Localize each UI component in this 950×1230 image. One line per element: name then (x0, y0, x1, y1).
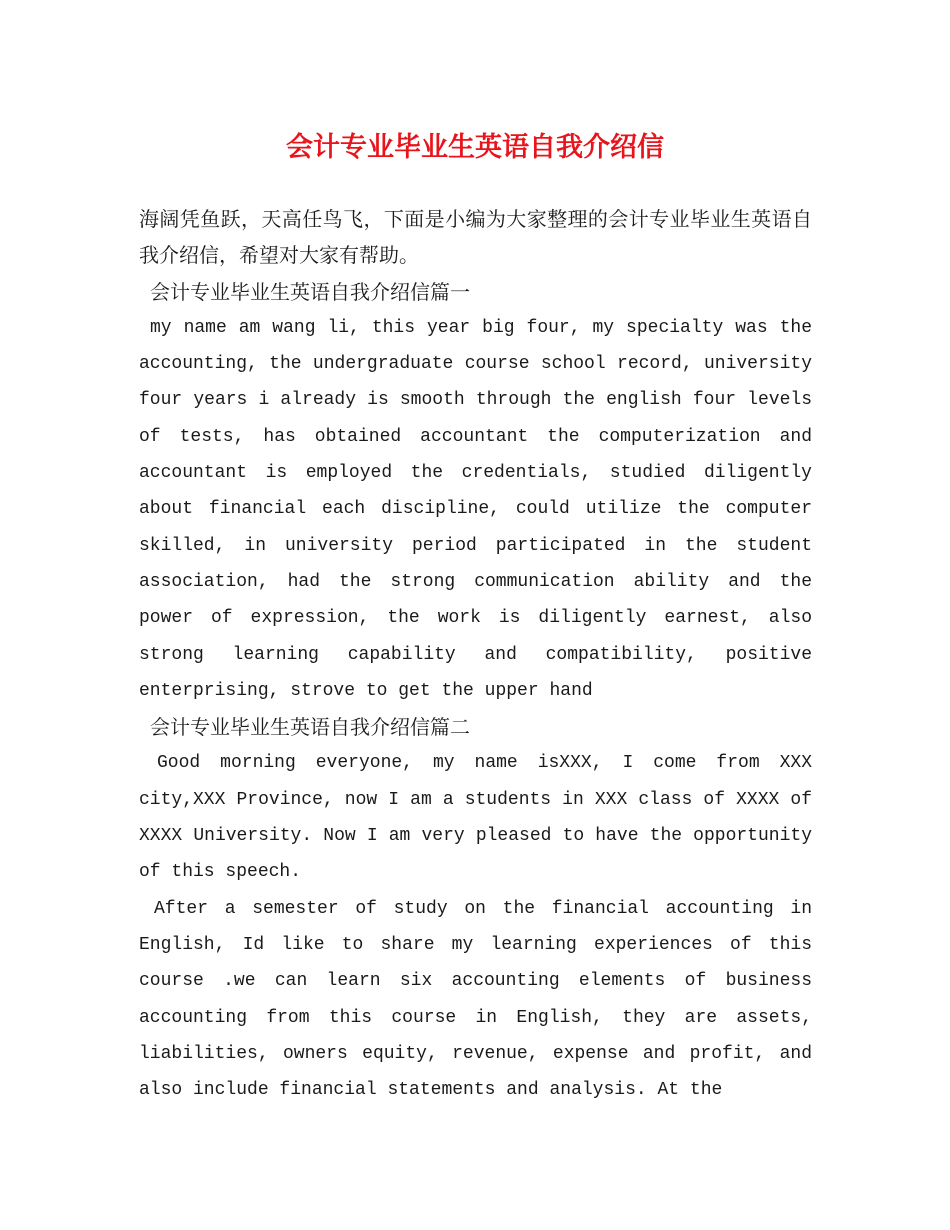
section2-paragraph-2: After a semester of study on the financial accounting in English, Id like to share my learning experiences of this course .we can learn six accounting elements of business accounting from this course in English, they are assets, liabilities, owners equity, revenue, expense and profit, and also include financial statements and analysis. At the (139, 898, 812, 1101)
section1-paragraph: my name am wang li, this year big four, my specialty was the accounting, the undergraduate course school record, university four years i already is smooth through the english four levels of tests, has obtained accountant the computerization and accountant is employed the credentials, studied diligently about financial each discipline, could utilize the computer skilled, in university period participated in the student association, had the strong communication ability and the power of expression, the work is diligently earnest, also strong learning capability and compatibility, positive enterprising, strove to get the upper hand (139, 317, 812, 701)
document-body (139, 201, 812, 1108)
page-title: 会计专业毕业生英语自我介绍信 (286, 132, 664, 163)
section2-paragraph-1: Good morning everyone, my name isXXX, I come from XXX city,XXX Province, now I am a students in XXX class of XXXX of XXXX University. Now I am very pleased to have the opportunity of this speech. (139, 753, 812, 883)
section2-heading: 会计专业毕业生英语自我介绍信篇二 (150, 715, 470, 740)
section1-heading: 会计专业毕业生英语自我介绍信篇一 (150, 279, 470, 304)
intro-paragraph: 海阔凭鱼跃，天高任鸟飞，下面是小编为大家整理的会计专业毕业生英语自我介绍信，希望对大家有帮助。 (139, 207, 812, 268)
